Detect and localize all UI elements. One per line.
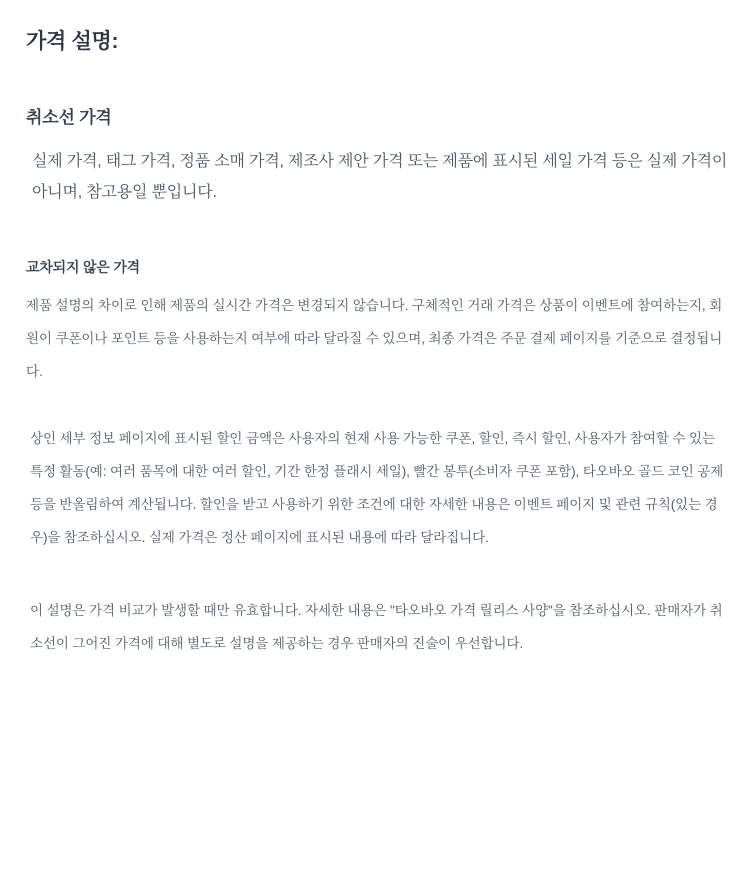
section-heading-strikethrough-price: 취소선 가격 [26,108,112,128]
paragraph-discount-calculation: 상인 세부 정보 페이지에 표시된 할인 금액은 사용자의 현재 사용 가능한 쿠폰, 할인, 즉시 할인, 사용자가 참여할 수 있는 특정 활동(예: 여러 품목에 대한 여러 할인, 기간 한정 플래시 세일), 빨간 봉투(소비자 쿠폰 포함), 타오바오 골드 코인 공제 등을 반올림하여 계산됩니다. 할인을 받고 사용하기 위한 조건에 대한 자세한 내용은 이벤트 페이지 및 관련 규칙(있는 경우)을 참조하십시오. 실제 가격은 정산 페이지에 표시된 내용에 따라 달라집니다. [30,430,724,546]
section-lead-paragraph: 실제 가격, 태그 가격, 정품 소매 가격, 제조사 제안 가격 또는 제품에 표시된 세일 가격 등은 실제 가격이 아니며, 참고용일 뿐입니다. [32,153,728,202]
section-heading-non-crossed-price: 교차되지 않은 가격 [26,258,140,275]
paragraph-price-comparison-notice: 이 설명은 가격 비교가 발생할 때만 유효합니다. 자세한 내용은 "타오바오 가격 릴리스 사양"을 참조하십시오. 판매자가 취소선이 그어진 가격에 대해 별도로 설명을 제공하는 경우 판매자의 진술이 우선합니다. [30,603,723,652]
page-title: 가격 설명: [26,30,119,53]
paragraph-realtime-price: 제품 설명의 차이로 인해 제품의 실시간 가격은 변경되지 않습니다. 구체적인 거래 가격은 상품이 이벤트에 참여하는지, 회원이 쿠폰이나 포인트 등을 사용하는지 여부에 따라 달라질 수 있으며, 최종 가격은 주문 결제 페이지를 기준으로 결정됩니다. [26,297,723,379]
